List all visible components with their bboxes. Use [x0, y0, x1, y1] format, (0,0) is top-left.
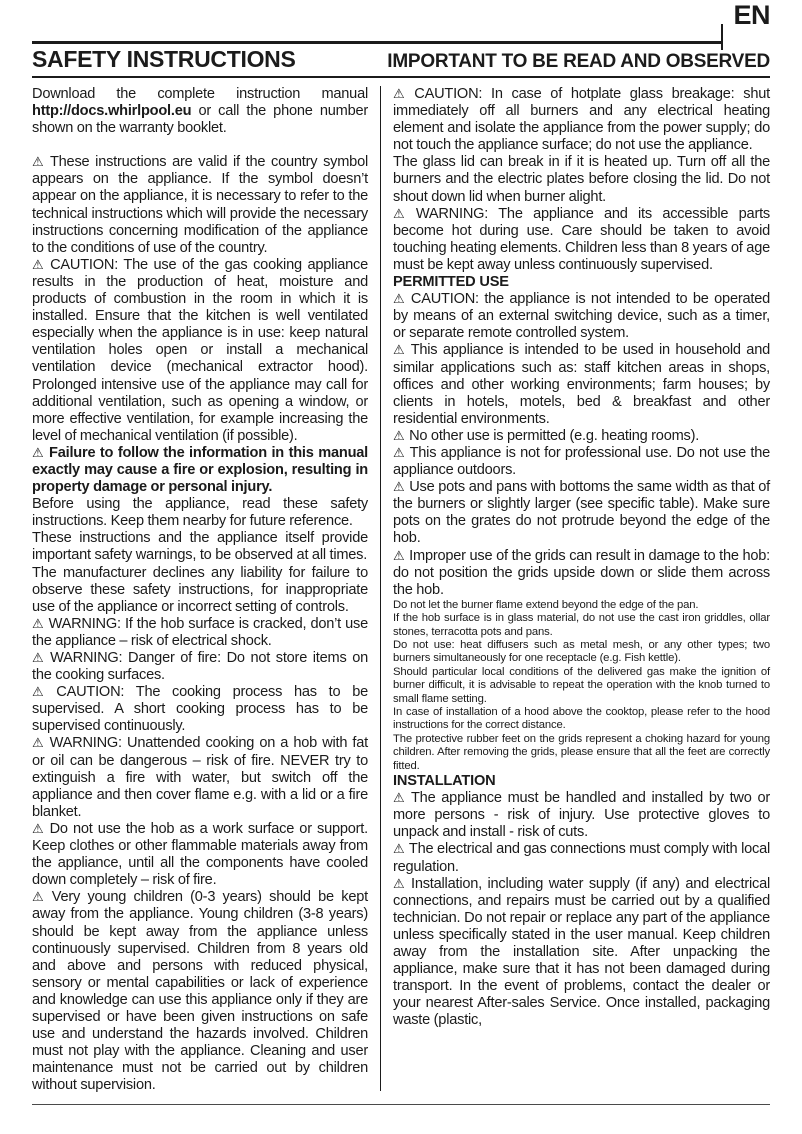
safety-paragraph: [32, 889, 368, 1094]
warning-triangle-icon: ⚠: [393, 205, 405, 221]
safety-paragraph: [32, 86, 368, 137]
body-text: or call the phone number shown on the warranty booklet.: [32, 103, 368, 137]
body-text: WARNING: Danger of fire: Do not store items on the cooking surfaces.: [32, 650, 368, 684]
safety-paragraph: [393, 154, 770, 205]
safety-paragraph: [393, 86, 770, 154]
body-text: These instructions and the appliance itself provide important safety warnings, to be observed at all times.: [32, 530, 368, 564]
body-text: Failure to follow the information in this manual exactly may cause a fire or explosion, resulting in property damage or personal injury.: [32, 444, 369, 496]
body-text: The manufacturer declines any liability for failure to observe these safety instructions, for inappropriate use of the appliance or incorrect setting of controls.: [32, 564, 368, 615]
warning-triangle-icon: ⚠: [393, 342, 405, 358]
safety-paragraph: [32, 650, 368, 684]
body-text: Do not use the hob as a work surface or support. Keep clothes or other flammable materials away from the appliance, until all the components have cooled down completely – risk of fire.: [32, 820, 368, 889]
warning-triangle-icon: ⚠: [32, 820, 44, 836]
header-top-rule: [32, 41, 722, 44]
warning-triangle-icon: ⚠: [32, 154, 44, 170]
two-column-body: [32, 86, 771, 1094]
body-text: Very young children (0-3 years) should be kept away from the appliance. Young children (3-8 years) should be kept away from the appliance unless continuously supervised. Children from 8 years old and above and persons with reduced physical, sensory or mental capabilities or lack of experience and knowledge can use this appliance only if they are supervised or have been given instructions on safe use and understand the hazards involved. Children must not play with the appliance. Cleaning and user maintenance must not be carried out by children without supervision.: [32, 889, 368, 1094]
safety-paragraph: [32, 684, 368, 735]
body-text: Do not use: heat diffusers such as metal mesh, or any other types; two burners simultaneously for one receptacle (e.g. Fish kettle).: [393, 639, 770, 665]
body-text: Should particular local conditions of the delivered gas make the ignition of burner difficult, it is advisable to repeat the operation with the knob turned to small flame setting.: [393, 665, 770, 705]
warning-triangle-icon: ⚠: [393, 291, 405, 307]
body-text: Do not let the burner flame extend beyond the edge of the pan.: [393, 598, 699, 611]
footer-rule: [32, 1104, 770, 1105]
body-text: Before using the appliance, read these safety instructions. Keep them nearby for future reference.: [32, 496, 368, 530]
warning-triangle-icon: ⚠: [393, 547, 405, 563]
title-row: [32, 46, 770, 78]
body-text: WARNING: Unattended cooking on a hob with fat or oil can be dangerous – risk of fire. NEVER try to extinguish a fire with water, but switch off the appliance and then cover flame e.g. with a lid or a fire blanket.: [32, 735, 368, 820]
warning-triangle-icon: ⚠: [393, 86, 405, 101]
body-text: Improper use of the grids can result in damage to the hob: do not position the grids upside down or slide them across the hob.: [393, 547, 770, 598]
safety-paragraph: [393, 291, 770, 342]
body-text: WARNING: The appliance and its accessible parts become hot during use. Care should be taken to avoid touching heating elements. Children less than 8 years of age must be kept away unless continuously supervised.: [393, 205, 770, 273]
warning-triangle-icon: ⚠: [32, 444, 44, 460]
safety-paragraph: [393, 206, 770, 274]
safety-paragraph: [32, 735, 368, 820]
warning-triangle-icon: ⚠: [393, 444, 405, 460]
safety-paragraph: [32, 821, 368, 889]
safety-paragraph: [393, 428, 770, 445]
safety-paragraph: [32, 445, 368, 496]
body-text: WARNING: If the hob surface is cracked, don’t use the appliance – risk of electrical shock.: [32, 615, 368, 649]
body-text: Use pots and pans with bottoms the same width as that of the burners or slightly larger (see specific table). Make sure pots on the grates do not protrude beyond the edge of the hob.: [393, 479, 770, 547]
fine-print-paragraph: [393, 639, 770, 666]
safety-paragraph: [32, 616, 368, 650]
safety-paragraph: [393, 790, 770, 841]
paragraph-spacer: [32, 137, 368, 154]
warning-triangle-icon: ⚠: [32, 889, 44, 905]
safety-paragraph: [393, 479, 770, 547]
body-text: If the hob surface is in glass material, do not use the cast iron griddles, ollar stones, terracotta pots and pans.: [393, 612, 770, 638]
warning-triangle-icon: ⚠: [393, 875, 405, 891]
fine-print-paragraph: [393, 612, 770, 639]
body-text: CAUTION: The use of the gas cooking appliance results in the production of heat, moisture and products of combustion in the room in which it is installed. Ensure that the kitchen is well ventilated especially when the appliance is in use: keep natural ventilation holes open or install a mechanical ventilation device (mechanical extractor hood). Prolonged intensive use of the appliance may call for additional ventilation, such as opening a window, or more effective ventilation, for example increasing the level of mechanical ventilation (if possible).: [32, 256, 368, 444]
warning-triangle-icon: ⚠: [393, 841, 405, 857]
fine-print-paragraph: [393, 706, 770, 733]
safety-paragraph: [32, 565, 368, 616]
body-text: This appliance is intended to be used in household and similar applications such as: staff kitchen areas in shops, offices and other working environments; farm houses; by clients in hotels, motels, bed & breakfast and other residential environments.: [393, 342, 770, 427]
warning-triangle-icon: ⚠: [32, 684, 44, 700]
safety-paragraph: [32, 530, 368, 564]
warning-triangle-icon: ⚠: [32, 735, 44, 751]
body-text: This appliance is not for professional use. Do not use the appliance outdoors.: [393, 444, 770, 479]
safety-paragraph: [393, 342, 770, 427]
body-text: The glass lid can break in if it is heated up. Turn off all the burners and the electric plates before closing the lid. Do not shout down lid when burner alight.: [393, 154, 770, 205]
language-badge: EN: [733, 0, 770, 30]
emphasis-text: http://docs.whirlpool.eu: [32, 103, 192, 120]
body-text: CAUTION: In case of hotplate glass breakage: shut immediately off all burners and any electrical heating element and isolate the appliance from the power supply; do not touch the appliance surface; do not use the appliance.: [393, 86, 771, 154]
right-column: [381, 86, 770, 1091]
section-heading: PERMITTED USE: [393, 274, 509, 291]
body-text: Download the complete instruction manual: [32, 86, 368, 102]
body-text: CAUTION: The cooking process has to be supervised. A short cooking process has to be supervised continuously.: [32, 684, 368, 735]
body-text: These instructions are valid if the country symbol appears on the appliance. If the symbol doesn’t appear on the appliance, it is necessary to refer to the technical instructions which will provide the necessary instructions concerning modification of the appliance to the conditions of use of the country.: [32, 154, 368, 256]
warning-triangle-icon: ⚠: [393, 479, 405, 495]
fine-print-paragraph: [393, 666, 770, 706]
safety-paragraph: [32, 257, 368, 445]
warning-triangle-icon: ⚠: [393, 790, 405, 806]
body-text: The protective rubber feet on the grids represent a choking hazard for young children. After removing the grids, please ensure that all the feet are correctly fitted.: [393, 732, 770, 772]
safety-paragraph: [393, 445, 770, 479]
safety-paragraph: [32, 496, 368, 530]
safety-paragraph: [393, 876, 770, 1030]
warning-triangle-icon: ⚠: [32, 256, 44, 272]
body-text: In case of installation of a hood above the cooktop, please refer to the hood instructions for the correct distance.: [393, 706, 770, 732]
fine-print-paragraph: [393, 599, 770, 612]
body-text: No other use is permitted (e.g. heating rooms).: [409, 427, 700, 444]
safety-paragraph: [393, 548, 770, 599]
safety-paragraph: [32, 154, 368, 257]
body-text: The appliance must be handled and installed by two or more persons - risk of injury. Use protective gloves to unpack and install - risk of cuts.: [393, 790, 770, 841]
page-subtitle: IMPORTANT TO BE READ AND OBSERVED: [387, 51, 770, 72]
body-text: Installation, including water supply (if any) and electrical connections, and repairs must be carried out by a qualified technician. Do not repair or replace any part of the appliance unless specifically stated in the user manual. Keep children away from the installation site. After unpacking the appliance, make sure that it has not been damaged during transport. In the event of problems, contact the dealer or your nearest After-sales Service. Once installed, packaging waste (plastic,: [393, 875, 770, 1029]
section-heading: INSTALLATION: [393, 773, 496, 790]
warning-triangle-icon: ⚠: [393, 427, 405, 443]
document-header: [32, 0, 770, 78]
body-text: The electrical and gas connections must comply with local regulation.: [393, 841, 770, 875]
page-title: SAFETY INSTRUCTIONS: [32, 46, 296, 72]
left-column: [32, 86, 380, 1094]
body-text: CAUTION: the appliance is not intended to be operated by means of an external switching device, such as a timer, or separate remote controlled system.: [393, 291, 770, 342]
warning-triangle-icon: ⚠: [32, 615, 44, 631]
safety-paragraph: [393, 841, 770, 875]
warning-triangle-icon: ⚠: [32, 650, 44, 665]
fine-print-paragraph: [393, 733, 770, 773]
